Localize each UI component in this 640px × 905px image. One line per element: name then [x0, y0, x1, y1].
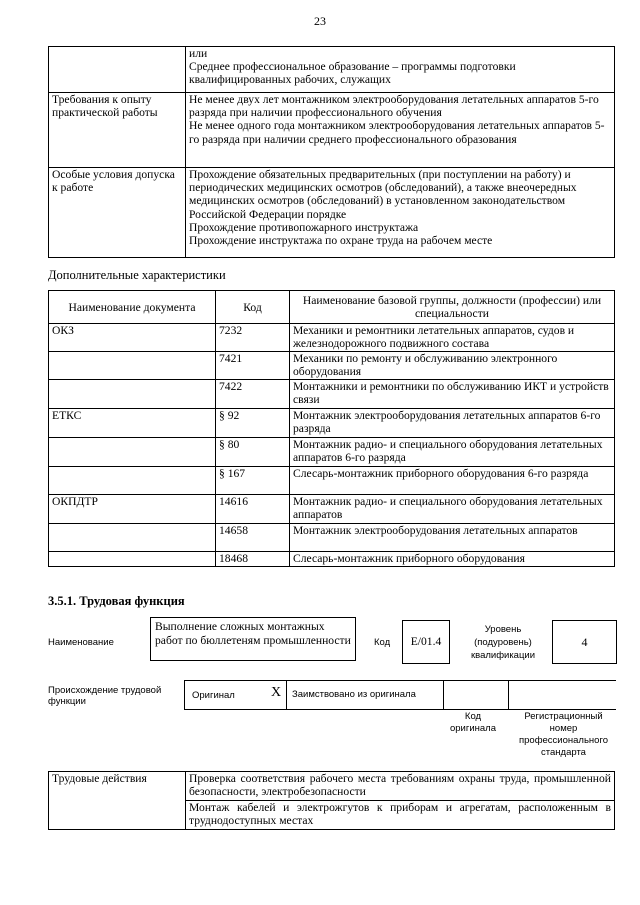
origin-row: [184, 680, 616, 710]
table-cell-code: 7232: [216, 324, 290, 352]
table-cell-doc: ЕТКС: [49, 409, 216, 438]
experience-cell: [186, 93, 615, 168]
requirements-label-empty: [49, 47, 186, 93]
education-line-spo: Среднее профессиональное образование – программы подготовки квалифицированных рабочих, служащих: [189, 60, 516, 87]
table-cell-code: § 80: [216, 438, 290, 467]
origin-divider: [443, 681, 444, 709]
labor-action-item: Монтаж кабелей и электрожгутов к приборам и агрегатам, расположенным в труднодоступных местах: [186, 801, 615, 830]
header-document: Наименование документа: [49, 291, 216, 324]
table-cell-code: 7421: [216, 352, 290, 380]
name-label: Наименование: [48, 637, 114, 648]
table-cell-name: Монтажник радио- и специального оборудования летательных аппаратов: [290, 495, 615, 524]
labor-action-item: Проверка соответствия рабочего места требованиям охраны труда, промышленной безопасности, электробезопасности: [186, 772, 615, 801]
header-code: Код: [216, 291, 290, 324]
education-line-or: или: [189, 47, 208, 60]
function-heading: 3.5.1. Трудовая функция: [48, 594, 185, 608]
table-cell-doc: [49, 352, 216, 380]
origin-label: Происхождение трудовой функции: [48, 685, 162, 707]
table-cell-name: Монтажник радио- и специального оборудования летательных аппаратов 6-го разряда: [290, 438, 615, 467]
special-conditions-cell: [186, 168, 615, 258]
original-mark: X: [271, 685, 282, 700]
table-cell-name: Слесарь-монтажник приборного оборудования: [290, 552, 615, 567]
reg-number-label: Регистрационный номер профессионального стандарта: [519, 711, 608, 758]
experience-line-1: Не менее двух лет монтажником электрооборудования летательных аппаратов 5-го разряда при наличии профессионального обучения: [189, 93, 599, 120]
education-cell: [186, 47, 615, 93]
table-cell-name: Монтажник электрооборудования летательных аппаратов: [290, 524, 615, 552]
table-cell-code: 14658: [216, 524, 290, 552]
table-cell-code: 18468: [216, 552, 290, 567]
table-cell-code: § 167: [216, 467, 290, 495]
table-cell-code: § 92: [216, 409, 290, 438]
experience-line-2: Не менее одного года монтажником электрооборудования летательных аппаратов 5-го разряда при наличии среднего профессионального образования: [189, 119, 605, 146]
table-cell-name: Слесарь-монтажник приборного оборудования 6-го разряда: [290, 467, 615, 495]
table-cell-code: 7422: [216, 380, 290, 409]
experience-label: Требования к опыту практической работы: [49, 93, 186, 168]
special-condition-safety: Прохождение инструктажа по охране труда на рабочем месте: [189, 234, 493, 248]
table-cell-doc: [49, 380, 216, 409]
additional-characteristics-table: [48, 290, 615, 567]
table-cell-name: Механики и ремонтники летательных аппаратов, судов и железнодорожного подвижного состава: [290, 324, 615, 352]
table-cell-doc: [49, 552, 216, 567]
table-cell-doc: [49, 438, 216, 467]
code-label: Код: [374, 637, 391, 648]
origin-divider: [286, 681, 287, 709]
table-cell-code: 14616: [216, 495, 290, 524]
function-code-value: E/01.4: [402, 620, 450, 664]
origin-divider: [508, 681, 509, 709]
code-original-label: Код оригинала: [449, 711, 496, 734]
borrowed-label: Заимствовано из оригинала: [292, 689, 416, 700]
table-cell-doc: [49, 524, 216, 552]
level-label: Уровень (подуровень) квалификации: [470, 624, 536, 661]
table-cell-doc: ОКПДТР: [49, 495, 216, 524]
special-condition-fire: Прохождение противопожарного инструктажа: [189, 220, 419, 234]
function-name-value: Выполнение сложных монтажных работ по бюллетеням промышленности: [150, 617, 356, 661]
header-group-name: Наименование базовой группы, должности (профессии) или специальности: [290, 291, 615, 324]
original-label: Оригинал: [192, 690, 235, 701]
table-cell-name: Монтажник электрооборудования летательных аппаратов 6-го разряда: [290, 409, 615, 438]
page-number: 23: [314, 14, 326, 28]
table-cell-doc: ОКЗ: [49, 324, 216, 352]
table-cell-doc: [49, 467, 216, 495]
additional-characteristics-title: Дополнительные характеристики: [48, 268, 226, 282]
table-cell-name: Механики по ремонту и обслуживанию электронного оборудования: [290, 352, 615, 380]
special-condition-medical: Прохождение обязательных предварительных (при поступлении на работу) и периодических медицинских осмотров (обследований), а также внеочередных медицинских осмотров (обследований) в установленном законодательством Российской Федерации порядке: [189, 168, 577, 221]
level-value: 4: [552, 620, 617, 664]
table-cell-name: Монтажники и ремонтники по обслуживанию ИКТ и устройств связи: [290, 380, 615, 409]
requirements-table: [48, 46, 615, 258]
special-conditions-label: Особые условия допуска к работе: [49, 168, 186, 258]
labor-actions-label: Трудовые действия: [49, 772, 186, 830]
labor-actions-table: [48, 771, 615, 830]
